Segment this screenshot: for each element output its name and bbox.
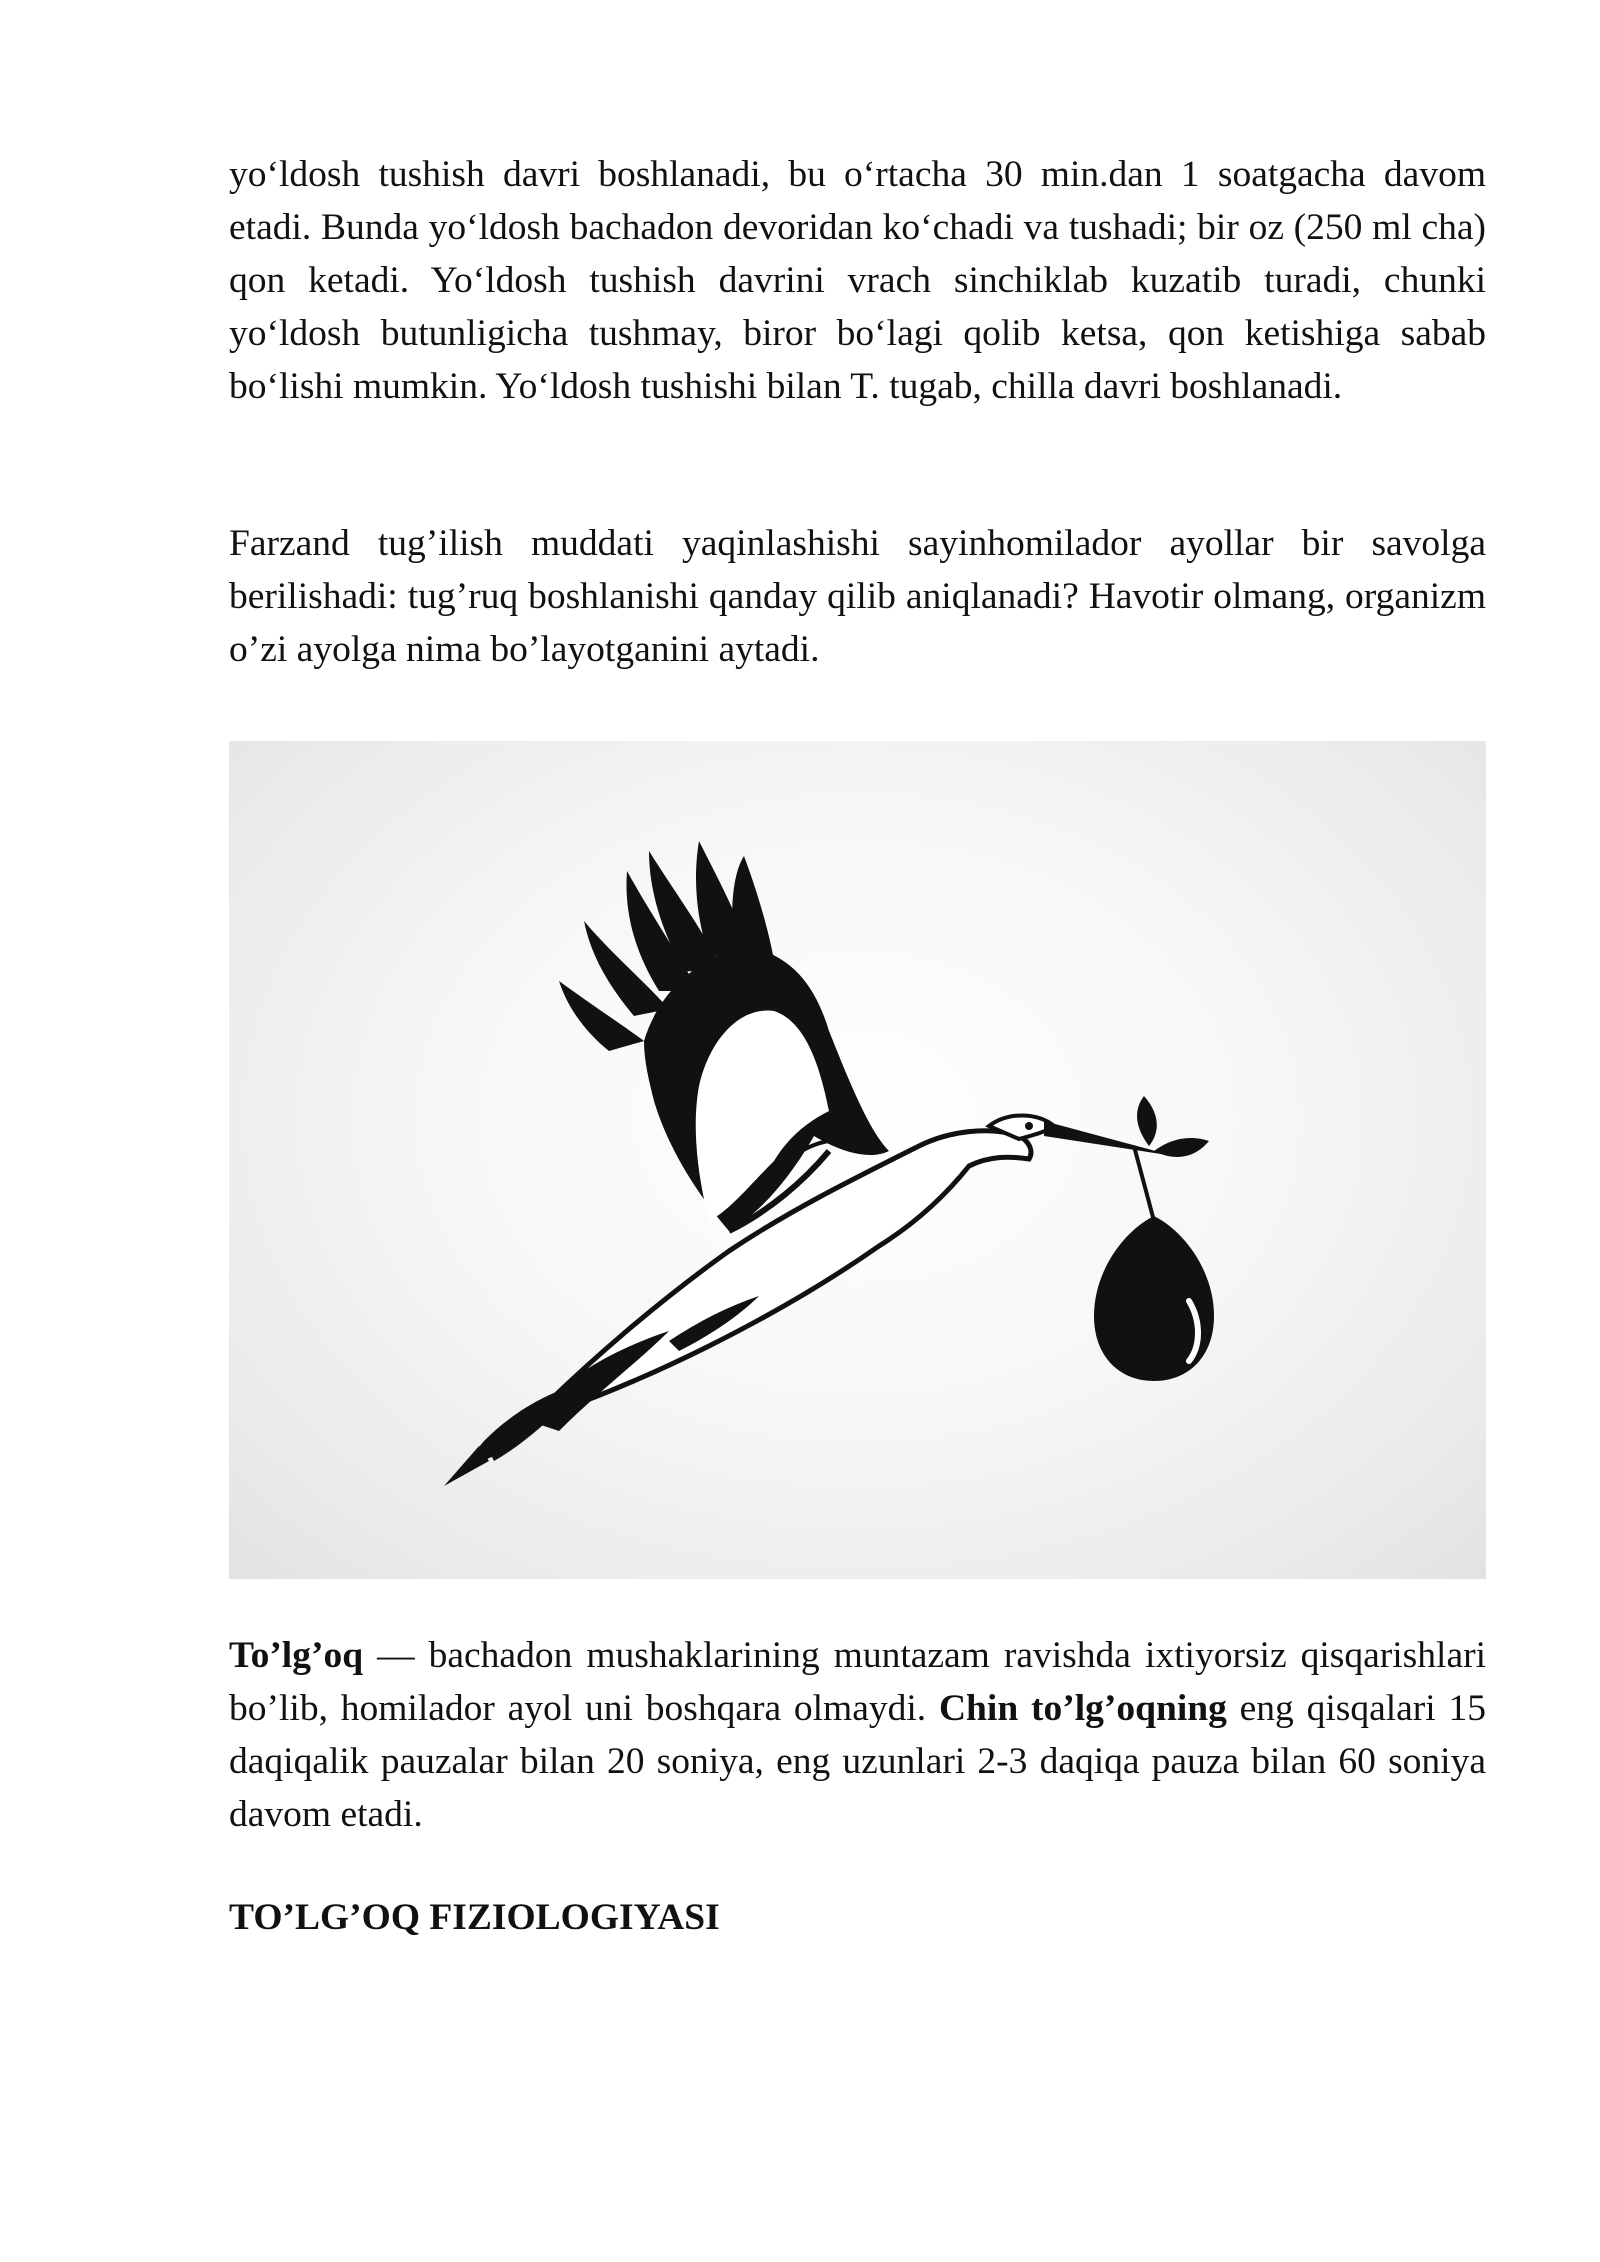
duration-text: eng qisqalari 15 daqiqalik pauzalar bilan 20 soniya, eng uzunlari 2-3 daqiqa pauza bilan 60 soniya davom etadi.	[229, 1688, 1486, 1835]
term-true-contractions: Chin to’lg’oqning	[938, 1688, 1227, 1729]
paragraph-contraction-definition	[229, 1629, 1486, 1841]
stork-icon	[229, 741, 1486, 1579]
definition-text: — bachadon mushaklarining muntazam ravishda ixtiyorsiz qisqarishlari bo’lib, homilador ayol uni boshqara olmaydi.	[229, 1635, 1486, 1729]
paragraph-labor-onset-question: Farzand tug’ilish muddati yaqinlashishi sayinhomilador ayollar bir savolga berilishadi: tug’ruq boshlanishi qanday qilib aniqlanadi? Havotir olmang, organizm o’zi ayolga nima bo’layotganini aytadi.	[229, 523, 1486, 670]
stork-illustration	[229, 741, 1486, 1579]
section-heading: TO’LG’OQ FIZIOLOGIYASI	[229, 1897, 720, 1938]
document-page	[229, 148, 1486, 1944]
paragraph-placenta-delivery: yo‘ldosh tushish davri boshlanadi, bu o‘rtacha 30 min.dan 1 soatgacha davom etadi. Bunda yo‘ldosh bachadon devoridan ko‘chadi va tushadi; bir oz (250 ml cha) qon ketadi. Yo‘ldosh tushish davrini vrach sinchiklab kuzatib turadi, chunki yo‘ldosh butunligicha tushmay, biror bo‘lagi qolib ketsa, qon ketishiga sabab bo‘lishi mumkin. Yo‘ldosh tushishi bilan T. tugab, chilla davri boshlanadi.	[229, 154, 1486, 407]
term-contraction: To’lg’oq	[229, 1635, 364, 1676]
